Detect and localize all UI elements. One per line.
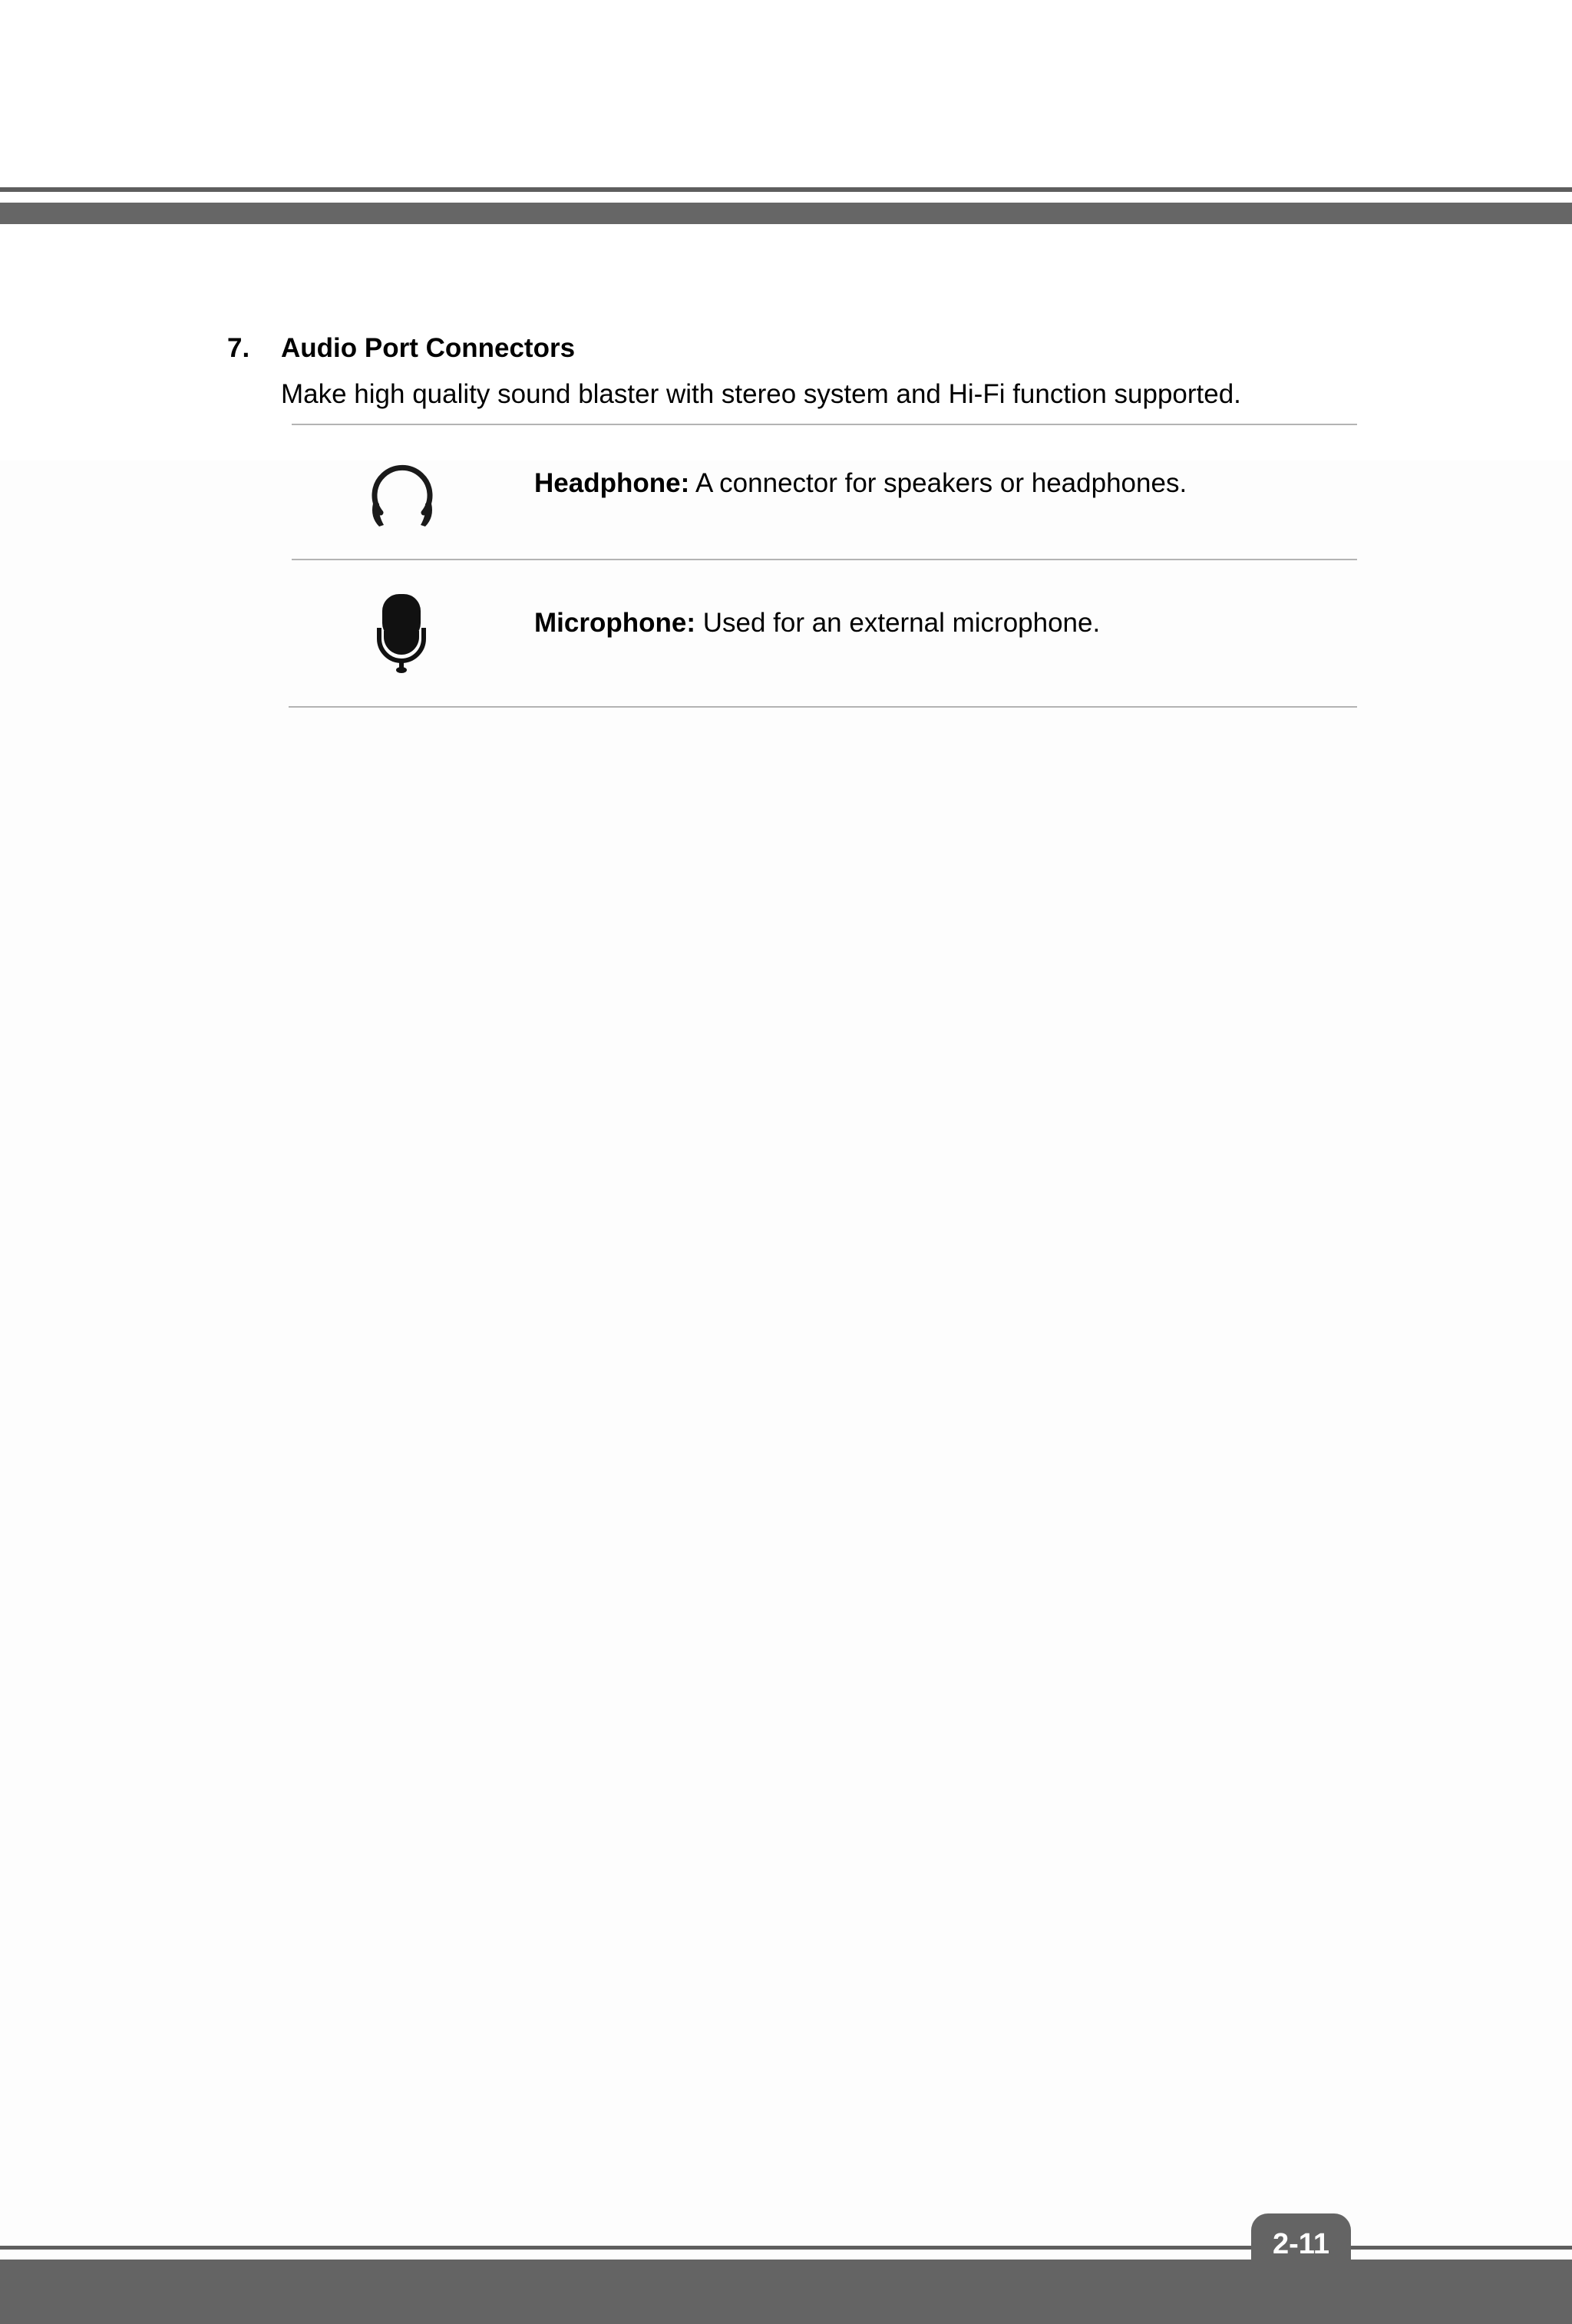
section-number: 7.: [227, 333, 250, 363]
port-name: Headphone:: [534, 468, 690, 498]
port-description: Used for an external microphone.: [702, 608, 1101, 638]
port-text-microphone: [534, 606, 1100, 640]
port-text-headphone: [534, 467, 1187, 500]
port-row-headphone: [292, 425, 1357, 559]
port-name: Microphone:: [534, 608, 695, 638]
section-title: Audio Port Connectors: [281, 333, 576, 363]
page-number-tab: 2-11: [1251, 2213, 1351, 2275]
section-description: Make high quality sound blaster with stereo system and Hi-Fi function supported.: [281, 379, 1241, 409]
table-rule-bottom: [289, 706, 1357, 708]
port-description: A connector for speakers or headphones.: [695, 468, 1187, 498]
headphone-icon: [368, 456, 436, 530]
port-row-microphone: [292, 560, 1357, 706]
microphone-icon: [372, 593, 431, 674]
header-divider-line: [0, 187, 1572, 192]
header-bar: [0, 203, 1572, 224]
